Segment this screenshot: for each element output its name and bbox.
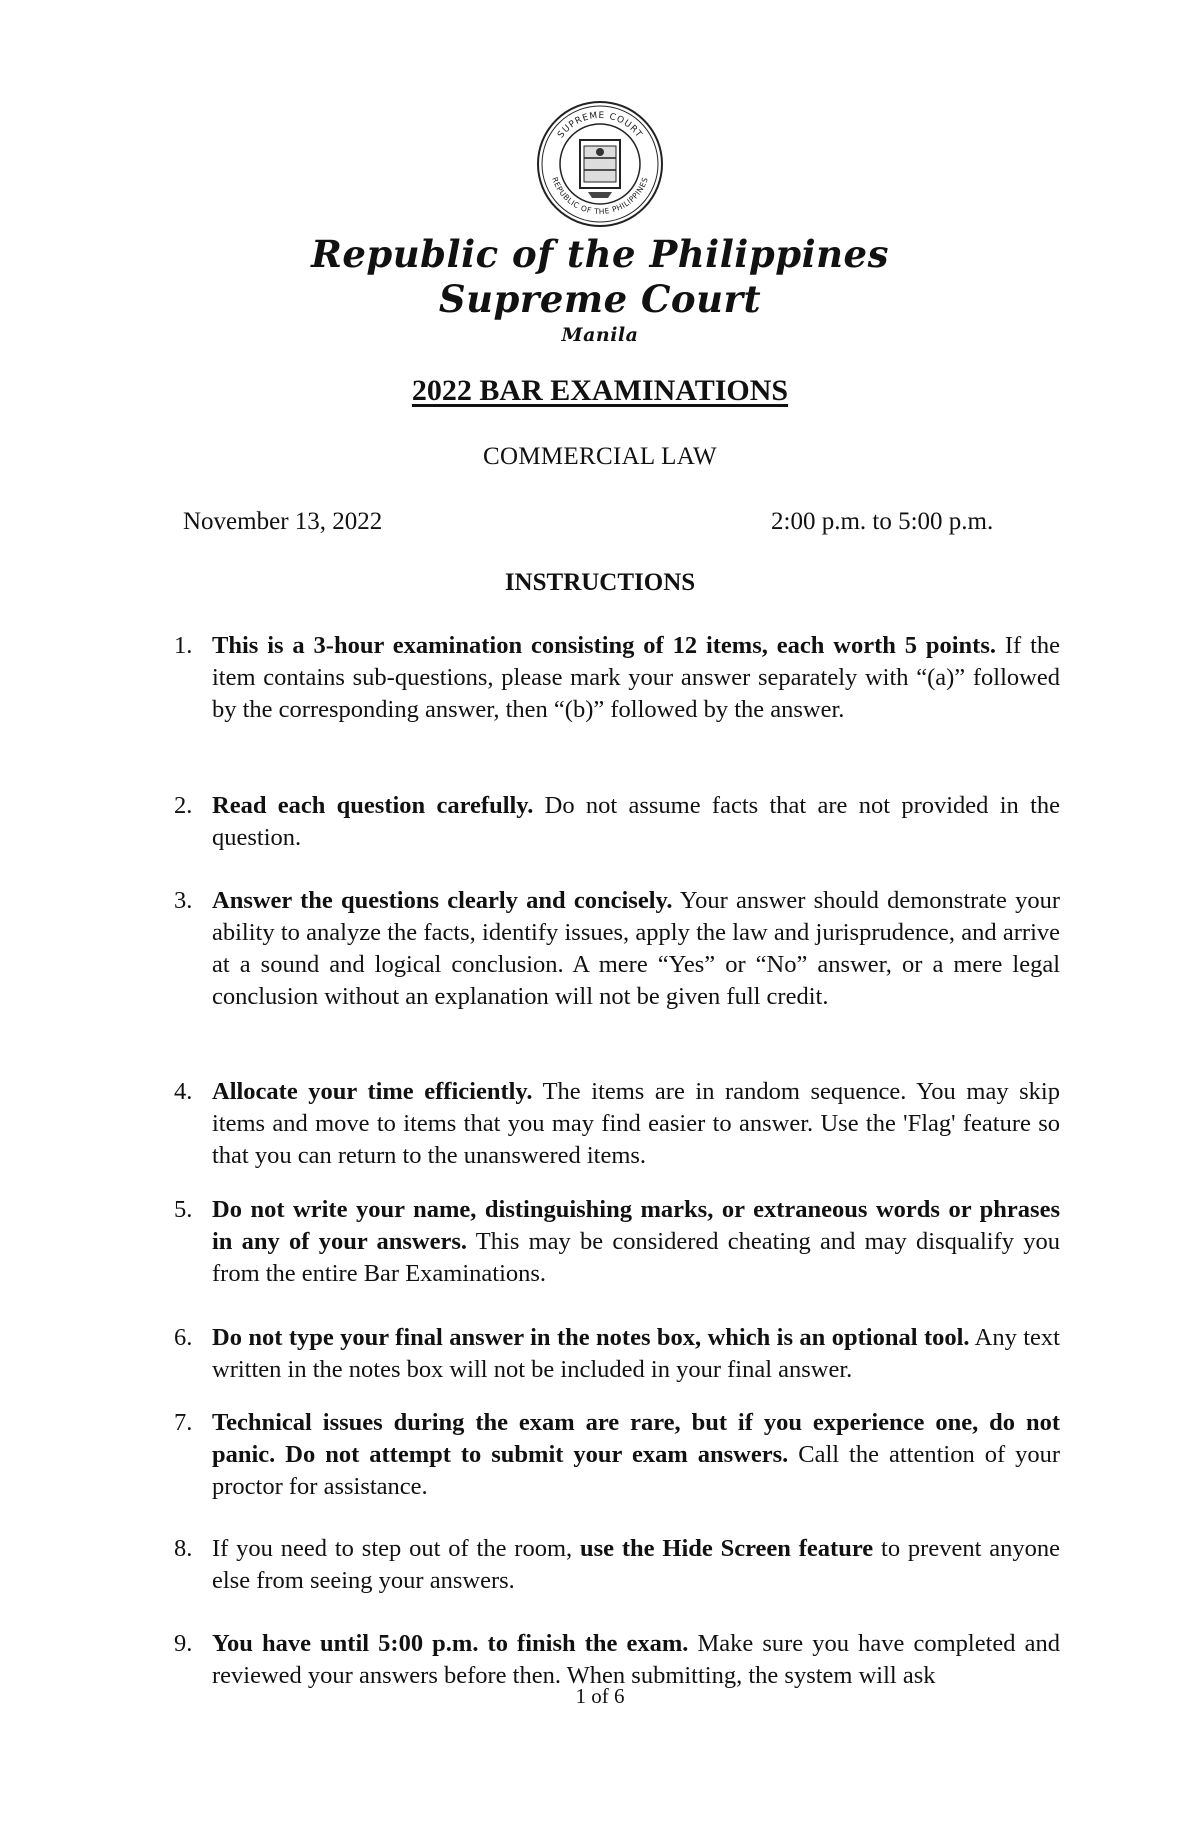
item-text (212, 1194, 1060, 1290)
item-body-text: to prevent anyone else from seeing your answers. (212, 1535, 1060, 1594)
item-bold-text: Do not type your final answer in the notes box, which is an optional tool. (212, 1324, 970, 1351)
item-text (212, 1533, 1060, 1597)
item-text (212, 630, 1060, 726)
seal-top-text: SUPREME COURT (556, 110, 644, 141)
seal-bottom-text: REPUBLIC OF THE PHILIPPINES (550, 175, 650, 217)
item-number: 1. (174, 632, 193, 659)
item-text (212, 790, 1060, 854)
item-text (212, 1076, 1060, 1172)
item-number: 9. (174, 1630, 193, 1657)
republic-heading: Republic of the Philippines (311, 232, 889, 276)
item-bold-text: Read each question carefully. (212, 792, 534, 819)
item-body-text: Do not assume facts that are not provided in the question. (212, 792, 1060, 851)
item-bold-text: Technical issues during the exam are rare, but if you experience one, do not panic. Do not attempt to submit your exam answers. (212, 1409, 1060, 1468)
supreme-court-seal-icon (536, 100, 664, 228)
item-number: 6. (174, 1324, 193, 1351)
item-body-text: If the item contains sub-questions, please mark your answer separately with “(a)” followed by the corresponding answer, then “(b)” followed by the answer. (212, 632, 1061, 723)
item-bold-text: You have until 5:00 p.m. to finish the exam. (212, 1630, 689, 1657)
item-bold-text: This is a 3-hour examination consisting of 12 items, each worth 5 points. (212, 632, 996, 659)
item-body-text: This may be considered cheating and may disqualify you from the entire Bar Examinations. (212, 1228, 1060, 1287)
item-bold-text: Answer the questions clearly and concisely. (212, 887, 673, 914)
item-bold-text: Do not write your name, distinguishing marks, or extraneous words or phrases in any of your answers. (212, 1196, 1060, 1255)
item-number: 5. (174, 1196, 193, 1223)
item-body-text: Any text written in the notes box will not be included in your final answer. (212, 1324, 1060, 1383)
item-number: 8. (174, 1535, 193, 1562)
exam-date: November 13, 2022 (183, 508, 383, 535)
item-pre-text: If you need to step out of the room, (212, 1535, 580, 1562)
item-body-text: Your answer should demonstrate your ability to analyze the facts, identify issues, apply the law and jurisprudence, and arrive at a sound and logical conclusion. A mere “Yes” or “No” answer, or a mere legal conclusion without an explanation will not be given full credit. (212, 887, 1060, 1010)
item-bold-text: use the Hide Screen feature (580, 1535, 874, 1562)
page-number: 1 of 6 (575, 1684, 625, 1708)
item-body-text: Call the attention of your proctor for assistance. (212, 1441, 1060, 1500)
city-heading: Manila (561, 324, 639, 346)
exam-time: 2:00 p.m. to 5:00 p.m. (771, 508, 994, 535)
item-text (212, 1407, 1060, 1503)
item-number: 2. (174, 792, 193, 819)
court-heading: Supreme Court (438, 277, 762, 321)
item-number: 7. (174, 1409, 193, 1436)
subject-title: COMMERCIAL LAW (483, 443, 717, 470)
item-number: 4. (174, 1078, 193, 1105)
instructions-title: INSTRUCTIONS (504, 569, 696, 596)
item-body-text: The items are in random sequence. You may skip items and move to items that you may find easier to answer. Use the 'Flag' feature so that you can return to the unanswered items. (212, 1078, 1060, 1169)
item-body-text: Make sure you have completed and reviewed your answers before then. When submitting, the system will ask (212, 1630, 1060, 1689)
item-text (212, 885, 1060, 1013)
item-bold-text: Allocate your time efficiently. (212, 1078, 533, 1105)
item-text (212, 1322, 1060, 1386)
item-number: 3. (174, 887, 193, 914)
item-text (212, 1628, 1060, 1692)
exam-title: 2022 BAR EXAMINATIONS (411, 374, 789, 407)
